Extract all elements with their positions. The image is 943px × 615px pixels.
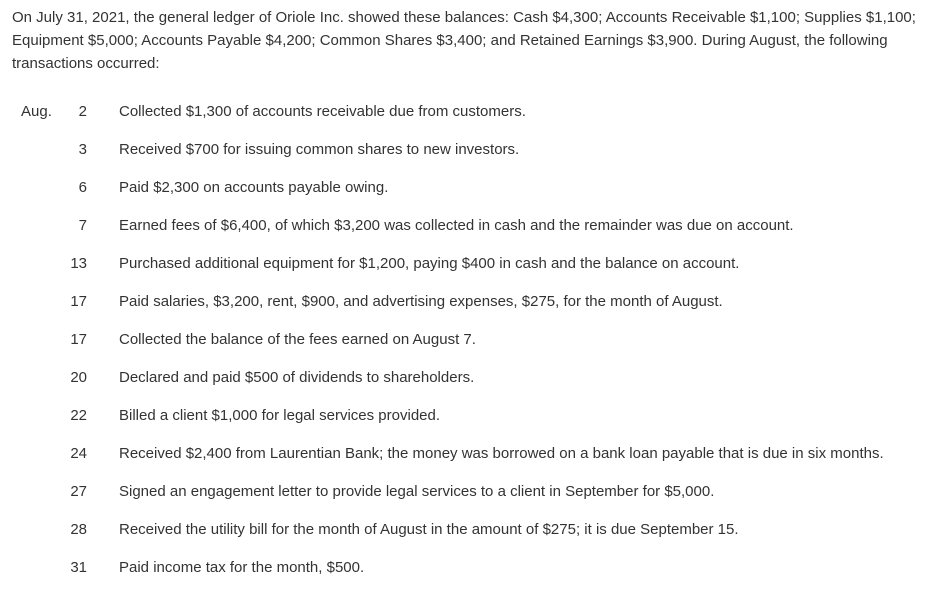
transaction-row [0, 94, 943, 132]
transaction-row [0, 360, 943, 398]
transaction-description: Declared and paid $500 of dividends to shareholders. [119, 369, 475, 386]
intro-paragraph: On July 31, 2021, the general ledger of Oriole Inc. showed these balances: Cash $4,300; Accounts Receivable $1,100; Supplies $1,100; Equipment $5,000; Accounts Payable $4,200; Common Shares $3,400; and Retained Earnings $3,900. During August, the following transactions occurred: [12, 9, 916, 72]
transaction-description: Received $700 for issuing common shares to new investors. [119, 141, 520, 158]
transaction-day: 2 [78, 103, 87, 120]
transaction-description: Paid income tax for the month, $500. [119, 559, 365, 576]
transaction-description: Signed an engagement letter to provide legal services to a client in September for $5,000. [119, 483, 715, 500]
transaction-description: Collected $1,300 of accounts receivable due from customers. [119, 103, 526, 120]
transaction-day: 20 [70, 369, 87, 386]
month-label: Aug. [21, 103, 52, 120]
transaction-description: Purchased additional equipment for $1,200, paying $400 in cash and the balance on account. [119, 255, 740, 272]
transaction-row [0, 284, 943, 322]
transaction-day: 28 [70, 521, 87, 538]
transaction-row [0, 132, 943, 170]
transaction-day: 13 [70, 255, 87, 272]
transaction-row [0, 512, 943, 550]
transaction-row [0, 436, 943, 474]
transaction-day: 17 [70, 293, 87, 310]
transaction-day: 7 [78, 217, 87, 234]
transaction-row [0, 246, 943, 284]
transaction-row [0, 322, 943, 360]
transaction-row [0, 170, 943, 208]
transactions-table [0, 94, 943, 588]
transaction-description: Paid $2,300 on accounts payable owing. [119, 179, 389, 196]
transaction-day: 27 [70, 483, 87, 500]
transaction-row [0, 398, 943, 436]
transaction-day: 3 [78, 141, 87, 158]
transaction-day: 6 [78, 179, 87, 196]
transaction-day: 24 [70, 445, 87, 462]
transaction-row [0, 550, 943, 588]
transaction-description: Received the utility bill for the month of August in the amount of $275; it is due September 15. [119, 521, 739, 538]
transaction-day: 17 [70, 331, 87, 348]
transaction-description: Earned fees of $6,400, of which $3,200 was collected in cash and the remainder was due on account. [119, 217, 794, 234]
transaction-description: Billed a client $1,000 for legal services provided. [119, 407, 441, 424]
transaction-row [0, 474, 943, 512]
transaction-day: 22 [70, 407, 87, 424]
transaction-description: Collected the balance of the fees earned on August 7. [119, 331, 476, 348]
transaction-description: Paid salaries, $3,200, rent, $900, and advertising expenses, $275, for the month of August. [119, 293, 723, 310]
transaction-description: Received $2,400 from Laurentian Bank; the money was borrowed on a bank loan payable that is due in six months. [119, 445, 884, 462]
transaction-day: 31 [70, 559, 87, 576]
transaction-row [0, 208, 943, 246]
